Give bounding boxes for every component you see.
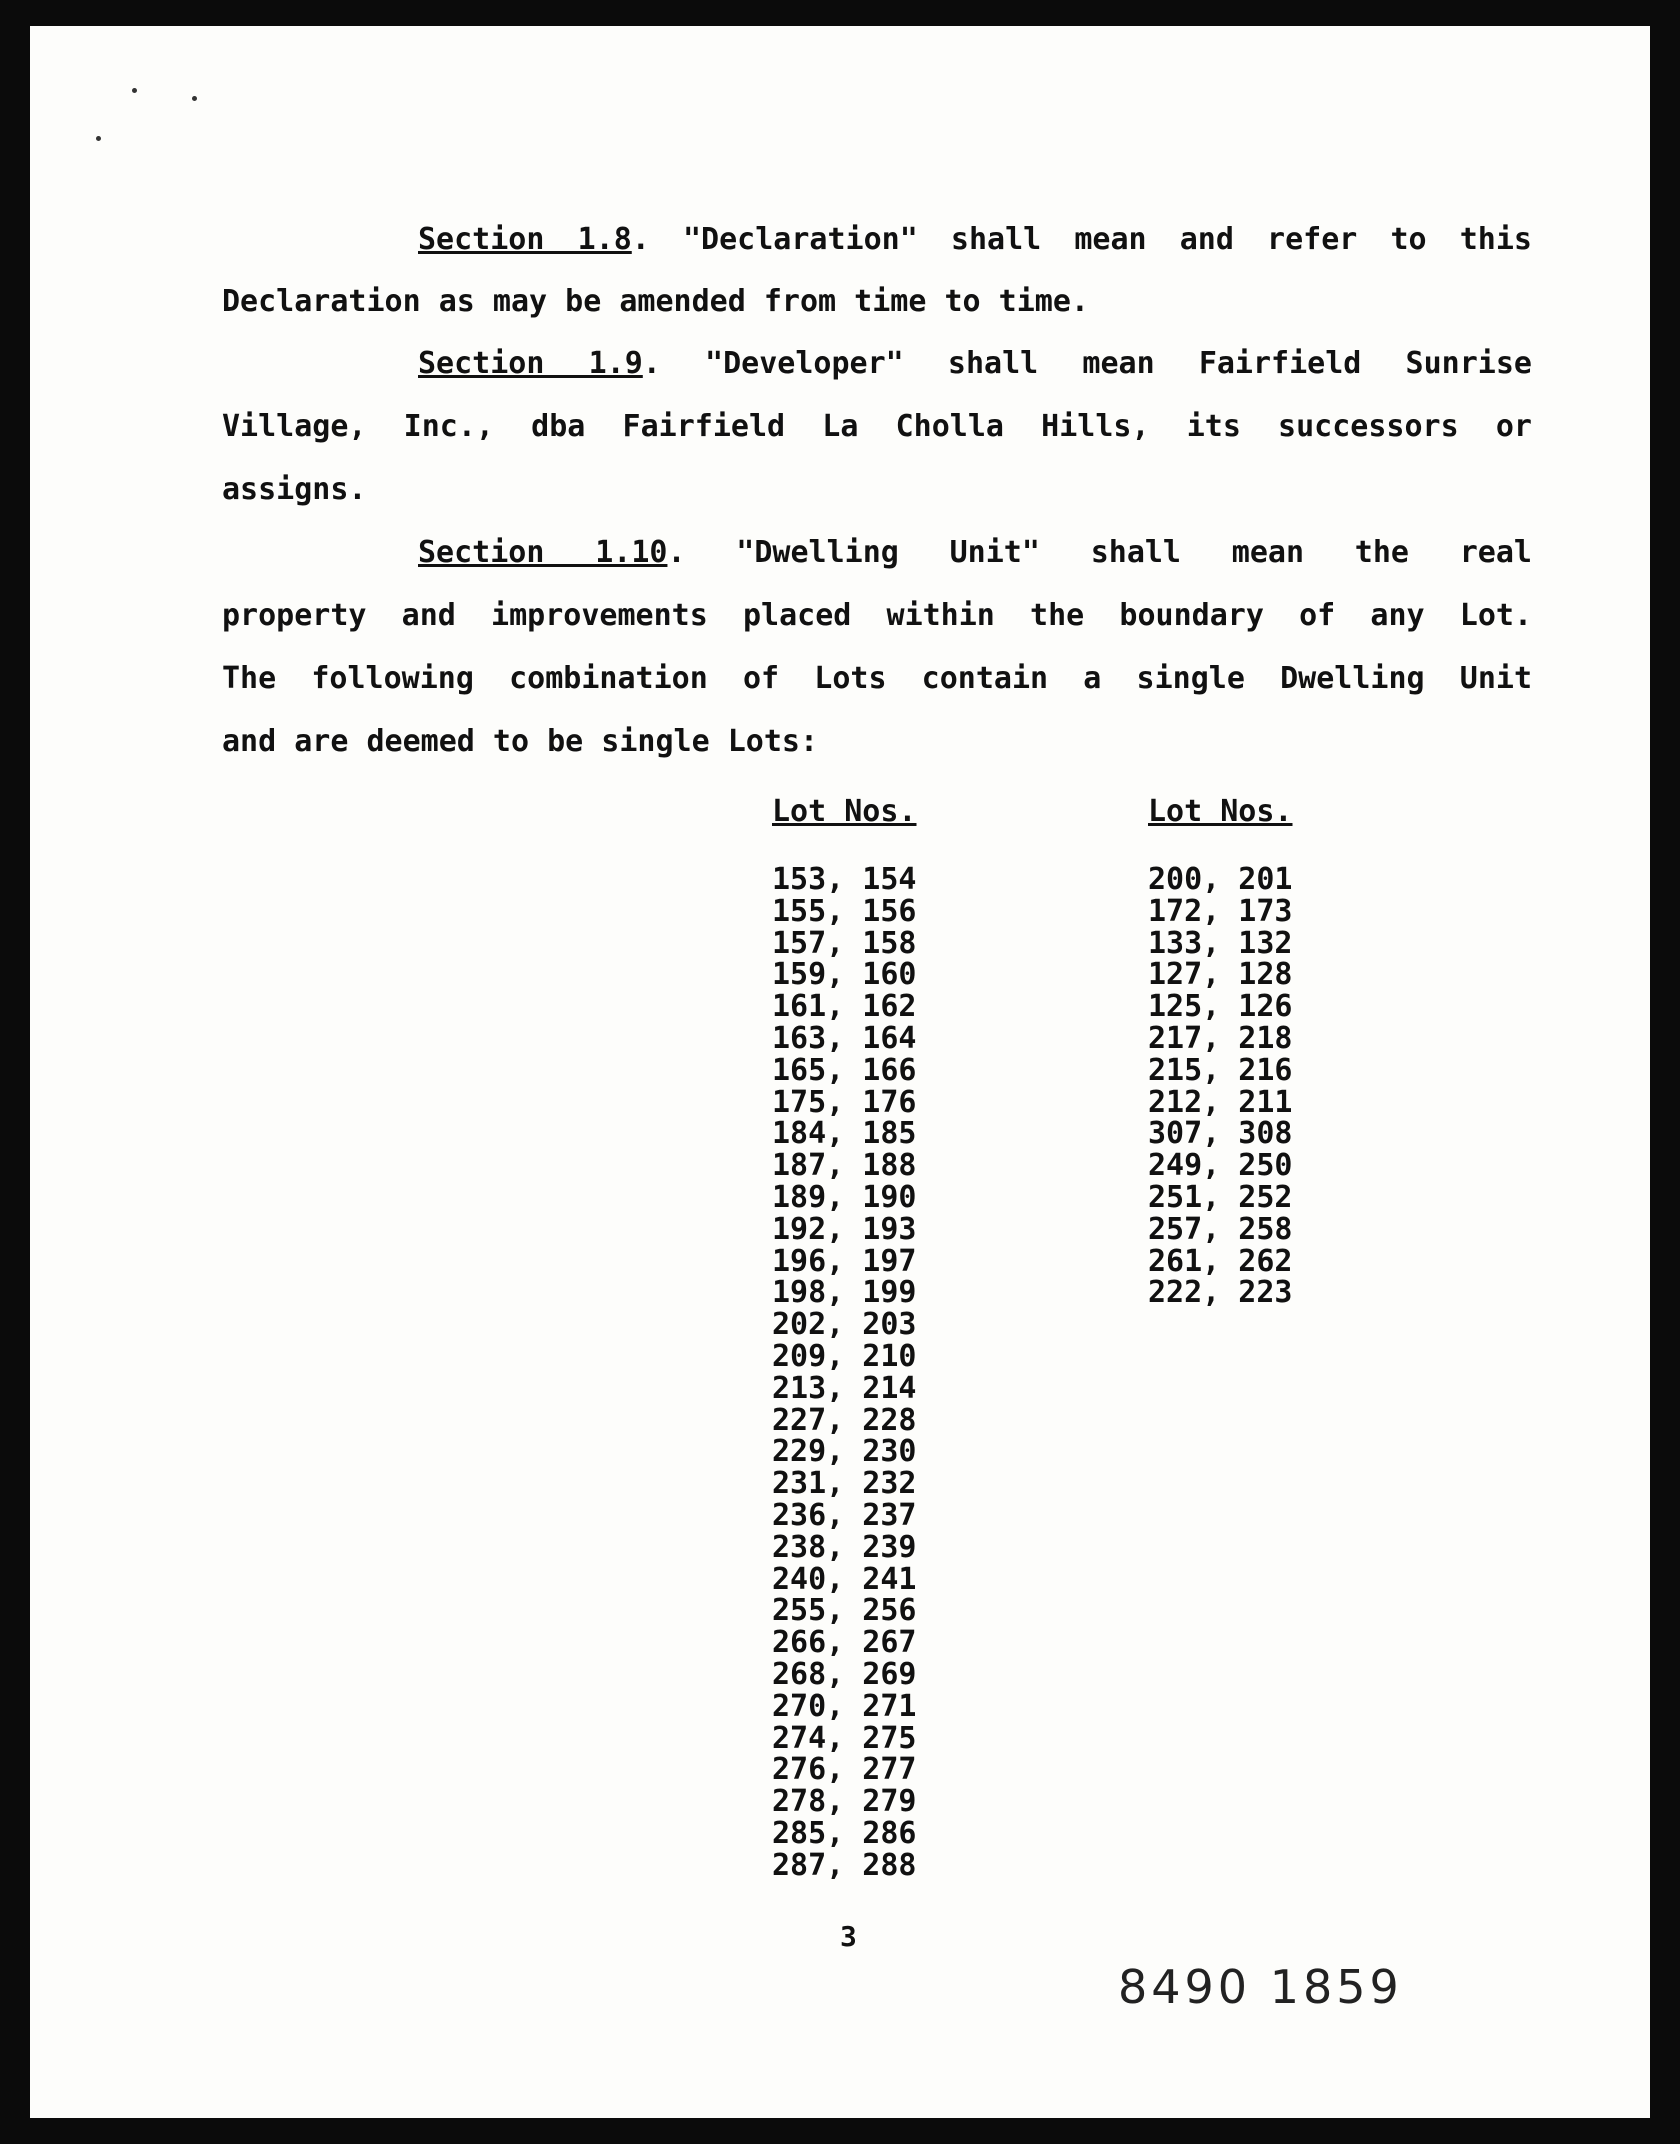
section-1-10-text: . "Dwelling Unit" shall mean the real	[667, 535, 1532, 570]
document-page	[30, 26, 1650, 2118]
lot-pair: 227, 228	[772, 1402, 917, 1438]
lot-pair: 307, 308	[1148, 1116, 1293, 1152]
lot-list-left	[772, 792, 917, 1882]
section-1-9-label: Section 1.9	[418, 346, 643, 381]
lot-pair: 184, 185	[772, 1116, 917, 1152]
lot-pair: 276, 277	[772, 1752, 917, 1788]
section-1-8-line-1	[222, 220, 1532, 260]
scan-speck	[192, 96, 197, 101]
lot-pair: 192, 193	[772, 1211, 917, 1247]
lot-pair: 285, 286	[772, 1815, 917, 1851]
lot-pair: 153, 154	[772, 862, 917, 897]
section-1-9-line-2: Village, Inc., dba Fairfield La Cholla Hills, its successors or	[222, 409, 1532, 444]
section-1-8-line-2: Declaration as may be amended from time to time.	[222, 284, 1089, 319]
lot-pair: 159, 160	[772, 957, 917, 993]
lot-pair: 236, 237	[772, 1497, 917, 1533]
lot-pair: 255, 256	[772, 1593, 917, 1629]
scan-speck	[132, 88, 137, 93]
lot-pair: 261, 262	[1148, 1243, 1293, 1279]
lot-pair: 249, 250	[1148, 1148, 1293, 1184]
scan-speck	[96, 136, 101, 141]
lot-pair: 229, 230	[772, 1434, 917, 1470]
lot-list-right-items	[1148, 864, 1293, 1309]
lot-list-right	[1148, 792, 1293, 1309]
lot-pair: 189, 190	[772, 1179, 917, 1215]
lot-pair: 274, 275	[772, 1720, 917, 1756]
lot-pair: 157, 158	[772, 925, 917, 961]
section-1-10-line-1	[222, 533, 1532, 573]
section-1-9-line-3: assigns.	[222, 472, 367, 507]
lot-pair: 231, 232	[772, 1466, 917, 1502]
section-1-10-label: Section 1.10	[418, 535, 668, 570]
lot-pair: 133, 132	[1148, 925, 1293, 961]
lot-pair: 161, 162	[772, 989, 917, 1025]
lot-pair: 238, 239	[772, 1529, 917, 1565]
section-1-10-line-2: property and improvements placed within the boundary of any Lot.	[222, 598, 1532, 633]
section-1-9-line-1	[222, 344, 1532, 384]
lot-pair: 215, 216	[1148, 1052, 1293, 1088]
lot-pair: 222, 223	[1148, 1275, 1293, 1311]
lot-pair: 240, 241	[772, 1561, 917, 1597]
lot-pair: 266, 267	[772, 1625, 917, 1661]
lot-pair: 125, 126	[1148, 989, 1293, 1025]
lot-list-left-header: Lot Nos.	[772, 794, 917, 829]
lot-pair: 187, 188	[772, 1148, 917, 1184]
lot-pair: 196, 197	[772, 1243, 917, 1279]
lot-pair: 270, 271	[772, 1688, 917, 1724]
lot-pair: 278, 279	[772, 1784, 917, 1820]
lot-pair: 202, 203	[772, 1307, 917, 1343]
lot-pair: 268, 269	[772, 1656, 917, 1692]
lot-pair: 217, 218	[1148, 1020, 1293, 1056]
lot-pair: 155, 156	[772, 893, 917, 929]
lot-pair: 209, 210	[772, 1338, 917, 1374]
section-1-9-text: . "Developer" shall mean Fairfield Sunrise	[642, 346, 1532, 381]
lot-pair: 251, 252	[1148, 1179, 1293, 1215]
lot-pair: 212, 211	[1148, 1084, 1293, 1120]
lot-pair: 198, 199	[772, 1275, 917, 1311]
lot-pair: 200, 201	[1148, 862, 1293, 897]
lot-list-right-header: Lot Nos.	[1148, 794, 1293, 829]
lot-list-left-items	[772, 864, 917, 1882]
section-1-10-line-4: and are deemed to be single Lots:	[222, 724, 819, 759]
lot-pair: 163, 164	[772, 1020, 917, 1056]
page-number: 3	[840, 1920, 857, 1953]
document-stamp-number: 8490 1859	[1118, 1960, 1403, 2014]
lot-pair: 287, 288	[772, 1847, 917, 1883]
section-1-8-label: Section 1.8	[418, 222, 632, 257]
lot-pair: 213, 214	[772, 1370, 917, 1406]
lot-pair: 172, 173	[1148, 893, 1293, 929]
lot-pair: 165, 166	[772, 1052, 917, 1088]
lot-pair: 257, 258	[1148, 1211, 1293, 1247]
lot-pair: 127, 128	[1148, 957, 1293, 993]
section-1-8-text: . "Declaration" shall mean and refer to this	[631, 222, 1532, 257]
lot-pair: 175, 176	[772, 1084, 917, 1120]
section-1-10-line-3: The following combination of Lots contain a single Dwelling Unit	[222, 661, 1532, 696]
